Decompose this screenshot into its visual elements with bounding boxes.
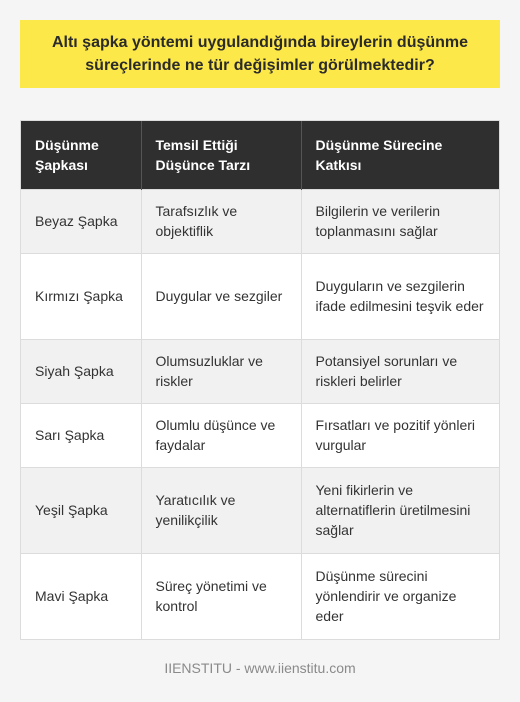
cell-hat: Kırmızı Şapka xyxy=(21,253,141,339)
cell-hat: Mavi Şapka xyxy=(21,553,141,639)
question-text: Altı şapka yöntemi uygulandığında bireylerin düşünme süreçlerinde ne tür değişimler görülmektedir? xyxy=(51,34,469,74)
cell-hat: Sarı Şapka xyxy=(21,403,141,467)
header-hat: Düşünme Şapkası xyxy=(21,121,141,189)
cell-thinking-style: Olumlu düşünce ve faydalar xyxy=(141,403,301,467)
cell-contribution: Duyguların ve sezgilerin ifade edilmesini teşvik eder xyxy=(301,253,499,339)
question-banner xyxy=(20,20,500,88)
table-row xyxy=(21,467,499,553)
cell-hat: Beyaz Şapka xyxy=(21,189,141,253)
footer-credit: IIENSTITU - www.iienstitu.com xyxy=(164,660,356,676)
cell-contribution: Potansiyel sorunları ve riskleri belirler xyxy=(301,339,499,403)
hats-table-container xyxy=(20,120,500,640)
hats-table xyxy=(21,121,499,639)
table-row xyxy=(21,253,499,339)
header-thinking-style: Temsil Ettiği Düşünce Tarzı xyxy=(141,121,301,189)
cell-thinking-style: Tarafsızlık ve objektiflik xyxy=(141,189,301,253)
cell-contribution: Düşünme sürecini yönlendirir ve organize eder xyxy=(301,553,499,639)
cell-contribution: Yeni fikirlerin ve alternatiflerin üretilmesini sağlar xyxy=(301,467,499,553)
cell-thinking-style: Olumsuzluklar ve riskler xyxy=(141,339,301,403)
header-contribution: Düşünme Sürecine Katkısı xyxy=(301,121,499,189)
cell-thinking-style: Yaratıcılık ve yenilikçilik xyxy=(141,467,301,553)
table-header-row xyxy=(21,121,499,189)
cell-contribution: Bilgilerin ve verilerin toplanmasını sağlar xyxy=(301,189,499,253)
cell-thinking-style: Duygular ve sezgiler xyxy=(141,253,301,339)
table-row xyxy=(21,403,499,467)
table-row xyxy=(21,553,499,639)
table-row xyxy=(21,189,499,253)
cell-contribution: Fırsatları ve pozitif yönleri vurgular xyxy=(301,403,499,467)
cell-thinking-style: Süreç yönetimi ve kontrol xyxy=(141,553,301,639)
table-row xyxy=(21,339,499,403)
cell-hat: Siyah Şapka xyxy=(21,339,141,403)
cell-hat: Yeşil Şapka xyxy=(21,467,141,553)
